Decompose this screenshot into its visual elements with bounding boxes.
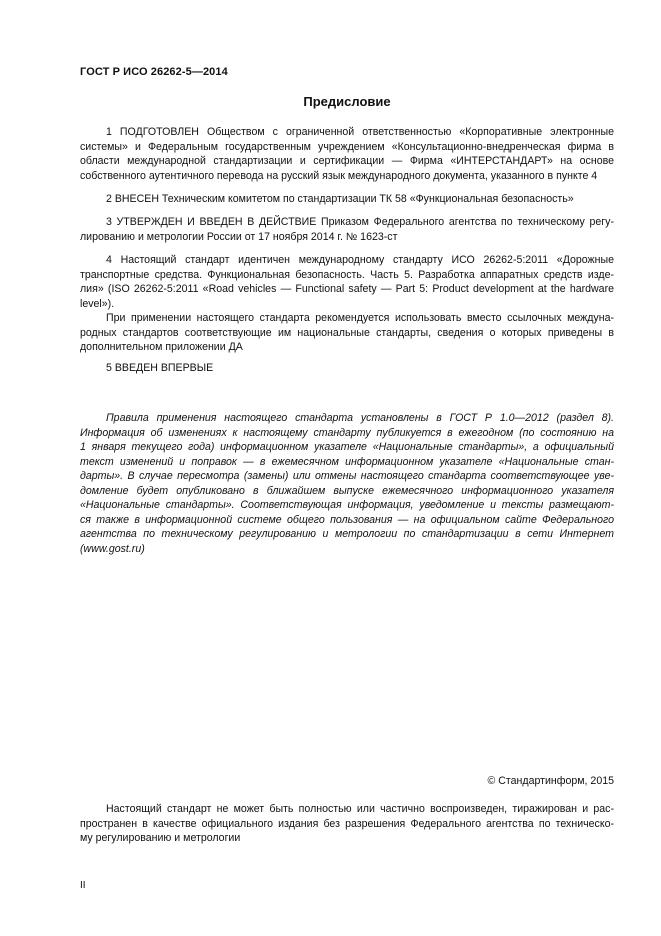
text-line: 2 ВНЕСЕН Техническим комитетом по стандартизации ТК 58 «Функциональная безопасность» bbox=[106, 193, 574, 205]
section-4-identical-standard bbox=[80, 253, 614, 311]
reproduction-notice bbox=[80, 802, 614, 846]
text-line: level»). bbox=[80, 297, 115, 310]
text-line: пространен в качестве официального издания без разрешения Федерального агентства по техническо- bbox=[80, 817, 614, 830]
text-line: текст изменений и поправок — в ежемесячном информационном указателе «Национальные стан- bbox=[80, 455, 614, 468]
section-1-prepared-by bbox=[80, 125, 614, 183]
text-line: агентства по техническому регулированию и метрологии по стандартизации в сети Интернет bbox=[80, 528, 614, 540]
standard-code-header: ГОСТ Р ИСО 26262-5—2014 bbox=[80, 66, 228, 78]
text-line: При применении настоящего стандарта рекомендуется использовать вместо ссылочных междуна- bbox=[106, 312, 614, 324]
section-5-first-introduced bbox=[80, 361, 614, 376]
section-4-note bbox=[80, 311, 614, 355]
text-line: дарты». В случае пересмотра (замены) или отмены настоящего стандарта соответствующее уве- bbox=[80, 470, 614, 482]
text-line: транспортные средства. Функциональная безопасность. Часть 5. Разработка аппаратных средств изде- bbox=[80, 268, 614, 281]
text-line: ся также в информационной системе общего пользования — на официальном сайте Федерального bbox=[80, 513, 614, 526]
text-line: «Национальные стандарты». Соответствующая информация, уведомление и тексты размещают- bbox=[80, 499, 614, 511]
copyright-notice: © Стандартинформ, 2015 bbox=[487, 775, 614, 787]
text-line: 4 Настоящий стандарт идентичен международному стандарту ИСО 26262-5:2011 «Дорожные bbox=[106, 254, 614, 266]
text-line: Информация об изменениях к настоящему стандарту публикуется в ежегодном (по состоянию на bbox=[80, 426, 614, 439]
text-line: (www.gost.ru) bbox=[80, 542, 145, 555]
section-2-introduced-by bbox=[80, 192, 614, 207]
page-title: Предисловие bbox=[303, 94, 391, 109]
text-line: му регулированию и метрологии bbox=[80, 832, 241, 844]
text-line: родных стандартов соответствующие им национальные стандарты, сведения о которых приведены в bbox=[80, 326, 614, 339]
text-line: 3 УТВЕРЖДЕН И ВВЕДЕН В ДЕЙСТВИЕ Приказом Федерального агентства по техническому регу- bbox=[106, 216, 614, 228]
text-line: дополнительном приложении ДА bbox=[80, 341, 243, 353]
text-line: лия» (ISO 26262-5:2011 «Road vehicles — Functional safety — Part 5: Product development at the hardware bbox=[80, 283, 614, 295]
text-line: 1 января текущего года) информационном указателе «Национальные стандарты», а официальный bbox=[80, 441, 614, 453]
text-line: 5 ВВЕДЕН ВПЕРВЫЕ bbox=[106, 362, 214, 374]
text-line: Настоящий стандарт не может быть полностью или частично воспроизведен, тиражирован и рас- bbox=[106, 803, 614, 815]
text-line: домление будет опубликовано в ближайшем выпуске ежемесячного информационного указателя bbox=[80, 484, 614, 497]
page-number: II bbox=[80, 880, 86, 891]
text-line: 1 ПОДГОТОВЛЕН Обществом с ограниченной ответственностью «Корпоративные электронные bbox=[106, 126, 614, 138]
text-line: системы» и Федеральным государственным учреждением «Консультационно-внедренческая фирма в bbox=[80, 140, 614, 153]
text-line: области международной стандартизации и сертификации — Фирма «ИНТЕРСТАНДАРТ» на основе bbox=[80, 155, 614, 167]
text-line: лированию и метрологии России от 17 ноября 2014 г. № 1623-ст bbox=[80, 230, 398, 243]
text-line: Правила применения настоящего стандарта установлены в ГОСТ Р 1.0—2012 (раздел 8). bbox=[106, 412, 614, 424]
section-3-approved bbox=[80, 215, 614, 244]
rules-of-application-notice bbox=[80, 411, 614, 556]
text-line: собственного аутентичного перевода на русский язык международного документа, указанного в пункте 4 bbox=[80, 169, 598, 182]
